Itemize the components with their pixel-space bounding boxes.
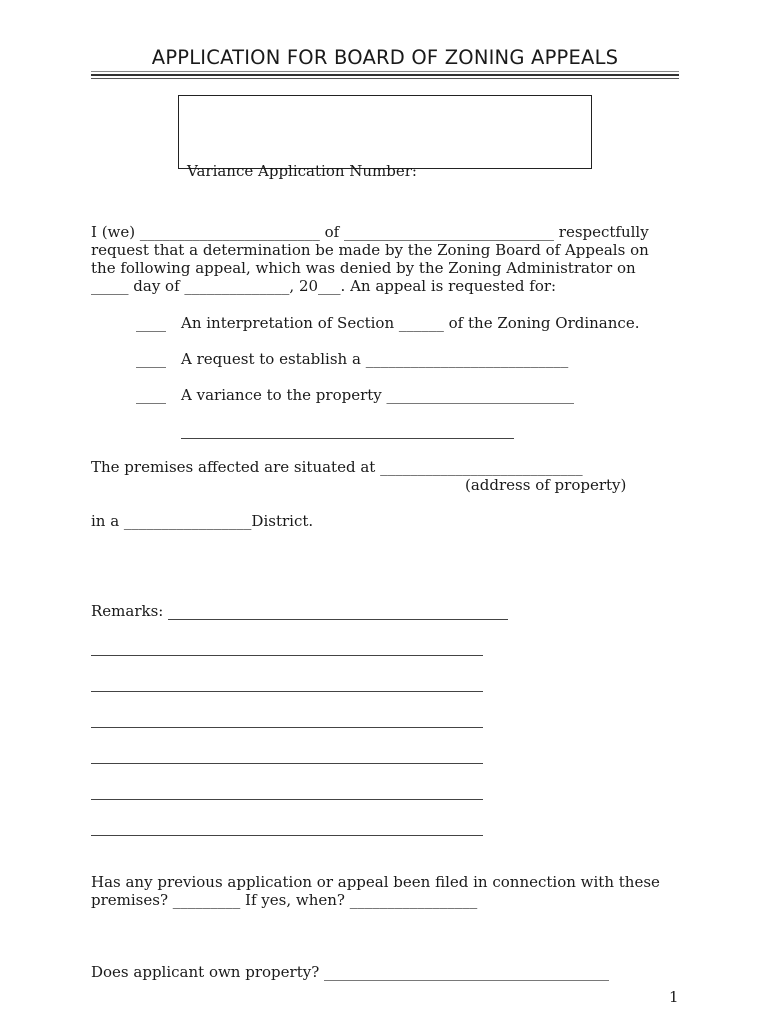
remarks-line[interactable] (91, 835, 483, 836)
title-rule-top (91, 71, 679, 72)
district-line: in a _________________District. (91, 512, 314, 530)
remarks-line[interactable] (91, 691, 483, 692)
intro-line-1: I (we) ________________________ of ____________________________ respectfully (91, 223, 649, 241)
title-rule-bottom (91, 78, 679, 79)
form-title: APPLICATION FOR BOARD OF ZONING APPEALS (151, 46, 619, 69)
page-number: 1 (669, 988, 679, 1006)
previous-application-line-1: Has any previous application or appeal been filed in connection with these (91, 873, 660, 891)
option-interpretation-text: An interpretation of Section ______ of the Zoning Ordinance. (181, 314, 640, 332)
option-variance-text: A variance to the property _________________________ (181, 386, 575, 404)
intro-line-3: the following appeal, which was denied by the Zoning Administrator on (91, 259, 636, 277)
option-establish-text: A request to establish a ___________________________ (181, 350, 569, 368)
variance-number-label: Variance Application Number: (187, 162, 417, 180)
remarks-line[interactable] (91, 655, 483, 656)
title-rule-thick (91, 74, 679, 76)
option-variance-blank[interactable]: ____ (136, 386, 166, 404)
remarks-line[interactable] (91, 763, 483, 764)
intro-line-2: request that a determination be made by the Zoning Board of Appeals on (91, 241, 649, 259)
previous-application-line-2: premises? _________ If yes, when? _________________ (91, 891, 478, 909)
option-establish-blank[interactable]: ____ (136, 350, 166, 368)
remarks-line[interactable] (91, 727, 483, 728)
own-property-line: Does applicant own property? ______________________________________ (91, 963, 610, 981)
option-interpretation-blank[interactable]: ____ (136, 314, 166, 332)
address-hint: (address of property) (465, 476, 627, 494)
remarks-line[interactable] (91, 799, 483, 800)
variance-continuation-line[interactable] (181, 438, 514, 439)
remarks-label: Remarks: (91, 602, 164, 620)
remarks-line[interactable] (168, 619, 508, 620)
intro-line-4: _____ day of ______________, 20___. An appeal is requested for: (91, 277, 557, 295)
premises-line: The premises affected are situated at ___________________________ (91, 458, 583, 476)
variance-number-box[interactable] (178, 95, 592, 180)
